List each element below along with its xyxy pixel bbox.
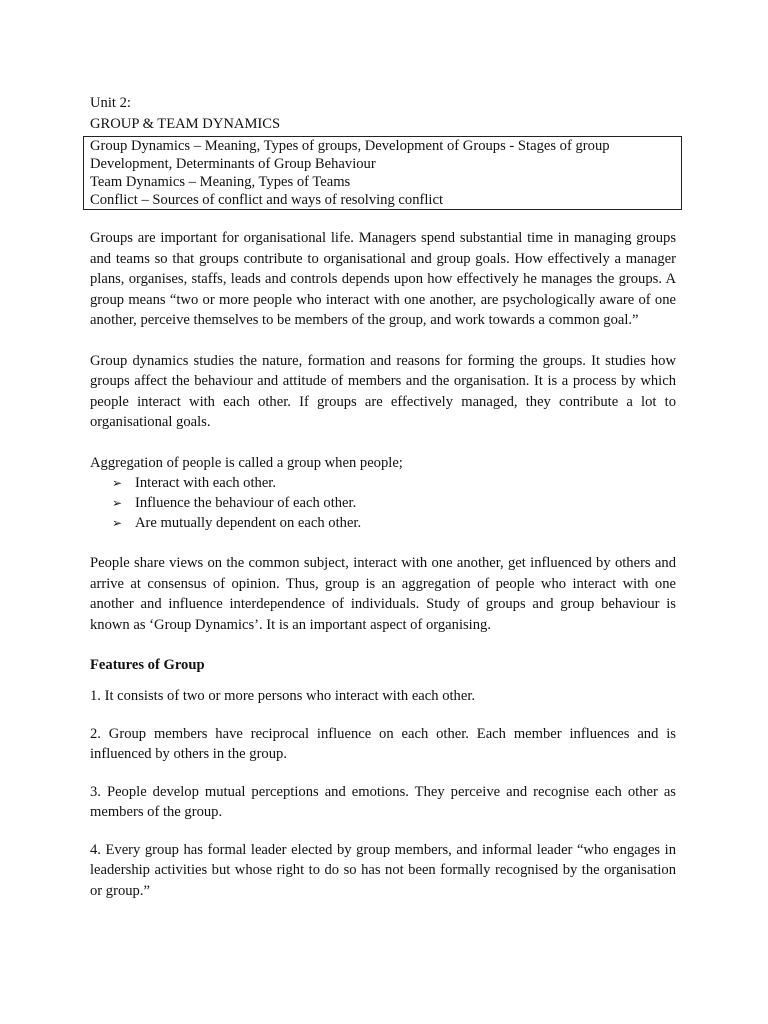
bullet-list <box>90 473 676 533</box>
page-title: GROUP & TEAM DYNAMICS <box>90 115 281 132</box>
syllabus-line: Development, Determinants of Group Behaviour <box>90 156 376 172</box>
intro-paragraph: Groups are important for organisational life. Managers spend substantial time in managing groups and teams so that groups contribute to organisational and group goals. How effectively a manager plans, organises, staffs, leads and controls depends upon how effectively he manages the groups. A group means “two or more people who interact with one another, are psychologically aware of one another, perceive themselves to be members of the group, and work towards a common goal.” <box>90 230 676 328</box>
document-body <box>90 93 676 901</box>
feature-item: 4. Every group has formal leader elected by group members, and informal leader “who engages in leadership activities but whose right to do so has not been formally recognised by the organisation or group.” <box>90 841 676 899</box>
arrowhead-bullet-icon: ➢ <box>112 516 123 530</box>
feature-item: 1. It consists of two or more persons who interact with each other. <box>90 688 476 704</box>
list-item-text: Influence the behaviour of each other. <box>135 495 357 511</box>
group-dynamics-paragraph: Group dynamics studies the nature, formation and reasons for forming the groups. It studies how groups affect the behaviour and attitude of members and the organisation. It is a process by which people interact with each other. If groups are effectively managed, they contribute a lot to organisational goals. <box>90 352 676 430</box>
arrowhead-bullet-icon: ➢ <box>112 476 123 490</box>
feature-item: 3. People develop mutual perceptions and emotions. They perceive and recognise each other as members of the group. <box>90 783 676 820</box>
features-heading: Features of Group <box>90 657 205 673</box>
syllabus-box <box>83 136 682 210</box>
arrowhead-bullet-icon: ➢ <box>112 496 123 510</box>
list-item-text: Are mutually dependent on each other. <box>135 515 362 531</box>
syllabus-line: Conflict – Sources of conflict and ways of resolving conflict <box>90 192 444 208</box>
aggregation-intro: Aggregation of people is called a group when people; <box>90 454 403 471</box>
list-item-text: Interact with each other. <box>135 475 277 491</box>
list-item <box>90 493 676 513</box>
unit-label: Unit 2: <box>90 95 131 111</box>
syllabus-line: Team Dynamics – Meaning, Types of Teams <box>90 174 351 190</box>
list-item <box>90 513 676 533</box>
feature-item: 2. Group members have reciprocal influence on each other. Each member influences and is influenced by others in the group. <box>90 725 676 762</box>
syllabus-line: Group Dynamics – Meaning, Types of groups, Development of Groups - Stages of group <box>90 138 610 154</box>
consensus-paragraph: People share views on the common subject, interact with one another, get influenced by others and arrive at consensus of opinion. Thus, group is an aggregation of people who interact with one another and influence interdependence of individuals. Study of groups and group behaviour is known as ‘Group Dynamics’. It is an important aspect of organising. <box>90 555 676 633</box>
list-item <box>90 473 676 493</box>
